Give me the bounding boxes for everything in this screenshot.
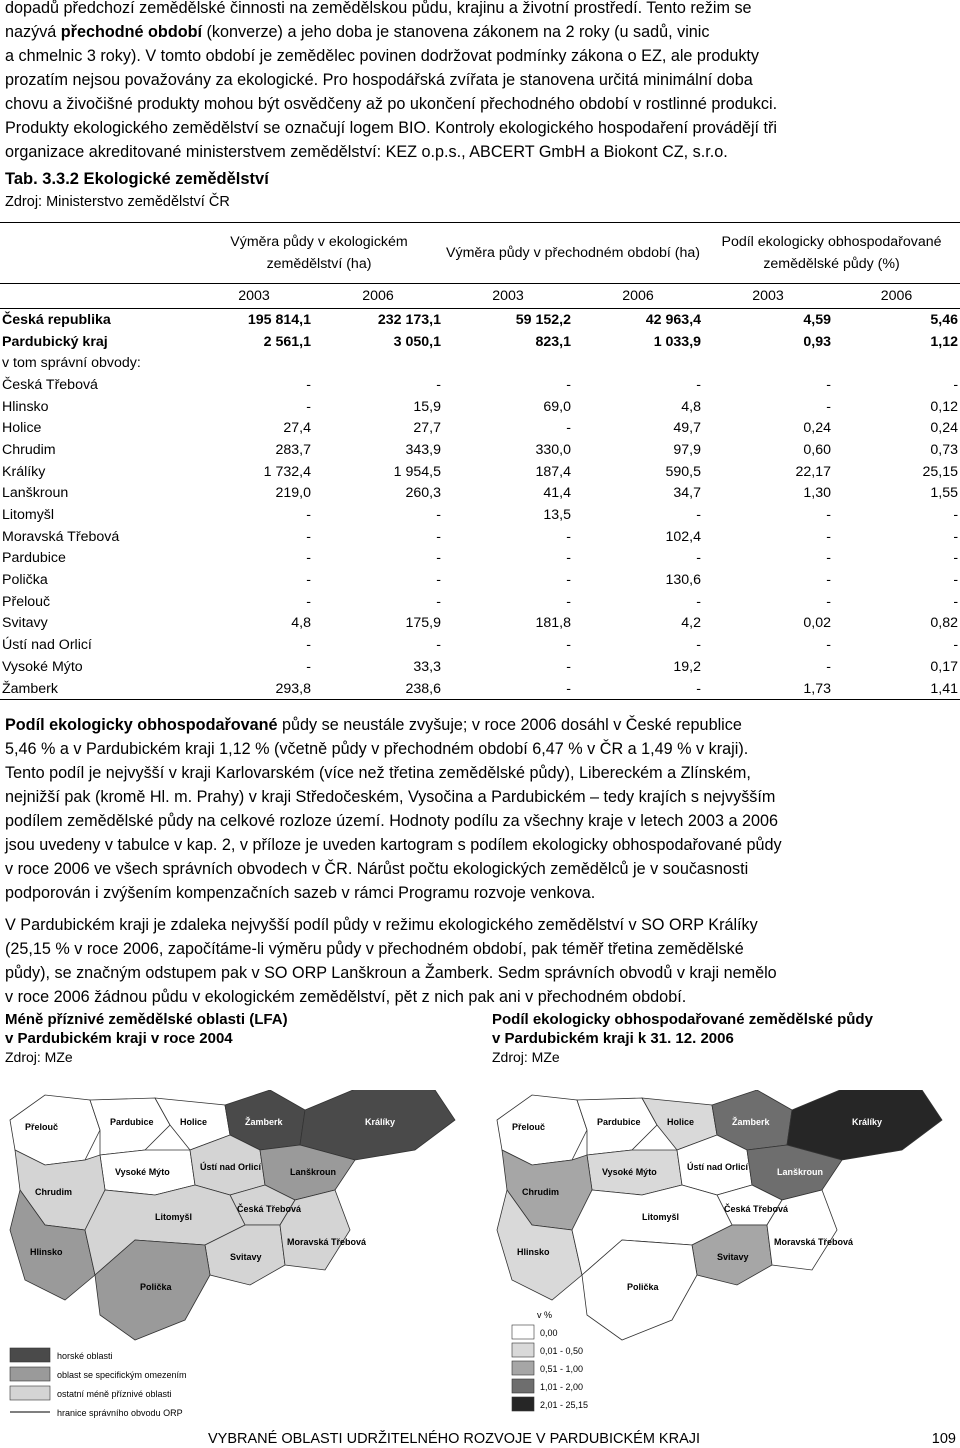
subheader-label: v tom správní obvody: [2, 355, 141, 372]
cell: - [696, 593, 702, 610]
cell: 22,17 [795, 463, 832, 480]
map-organic-title-2: v Pardubickém kraji k 31. 12. 2006 [492, 1030, 734, 1047]
row-label: Česká Třebová [2, 376, 98, 393]
cell: 25,15 [922, 463, 959, 480]
cell: - [826, 593, 832, 610]
header-year: 2006 [573, 284, 703, 309]
cell: - [306, 528, 311, 545]
table-source: Zdroj: Ministerstvo zemědělství ČR [5, 194, 230, 210]
header-year: 2003 [443, 284, 573, 309]
cell: - [953, 507, 959, 524]
p2-lead: Podíl ekologicky obhospodařované [5, 716, 278, 734]
map-label: Hlinsko [517, 1247, 550, 1257]
cell: 33,3 [413, 658, 442, 675]
cell: 4,2 [681, 615, 702, 632]
p2-line-4: nejnižší pak (kromě Hl. m. Prahy) v kraji Středočeském, Vysočina a Pardubickém – tedy krajích s nejvyšším [5, 788, 776, 806]
table-row [0, 331, 960, 353]
map-lfa-legend [10, 1348, 187, 1418]
cell: 34,7 [673, 485, 702, 502]
cell: 330,0 [535, 441, 572, 458]
row-label: Česká republika [2, 311, 111, 328]
p2-line-1: Podíl ekologicky obhospodařované půdy se neustále zvyšuje; v roce 2006 dosáhl v České republice [5, 716, 742, 734]
cell: - [436, 376, 442, 393]
cell: 0,24 [803, 420, 832, 437]
cell: 102,4 [665, 528, 702, 545]
cell: 1 954,5 [393, 463, 442, 480]
cell: 232 173,1 [377, 311, 442, 328]
cell: 97,9 [673, 441, 702, 458]
cell: - [306, 572, 311, 589]
cell: - [566, 637, 572, 654]
table-body [0, 309, 960, 700]
cell: - [826, 550, 832, 567]
map-label: Hlinsko [30, 1247, 63, 1257]
row-label: Pardubice [2, 550, 66, 567]
map-organic-source: Zdroj: MZe [492, 1049, 560, 1065]
cell: 0,60 [803, 441, 832, 458]
cell: 1 033,9 [653, 333, 702, 350]
p3-line-3: půdy), se značným odstupem pak v SO ORP Lanškroun a Žamberk. Sedm správních obvodů v kraji nemělo [5, 964, 777, 982]
map-label: Holice [667, 1117, 695, 1127]
map-label: Svitavy [717, 1252, 749, 1262]
map-label: Lanškroun [777, 1167, 824, 1177]
map-label: Ústí nad Orlicí [687, 1162, 749, 1172]
footer-title: VYBRANÉ OBLASTI UDRŽITELNÉHO ROZVOJE V PARDUBICKÉM KRAJI [208, 1431, 701, 1447]
table-row [0, 634, 960, 656]
table-title: Tab. 3.3.2 Ekologické zemědělství [5, 170, 269, 188]
cell: - [306, 507, 311, 524]
table-row [0, 613, 960, 635]
cell: - [436, 572, 442, 589]
cell: 1,73 [803, 680, 832, 697]
table-row [0, 678, 960, 700]
map-organic-title-1: Podíl ekologicky obhospodařované zemědělské půdy [492, 1011, 873, 1028]
legend-label: 1,01 - 2,00 [540, 1382, 584, 1392]
cell: - [436, 528, 442, 545]
map-organic-panel [492, 1010, 960, 1430]
cell: - [953, 550, 959, 567]
map-label: Holice [180, 1117, 208, 1127]
row-label: Hlinsko [2, 398, 49, 415]
map-label: Králíky [365, 1117, 396, 1127]
header-year: 2003 [195, 284, 313, 309]
legend-label: horské oblasti [57, 1351, 113, 1361]
map-label: Vysoké Mýto [602, 1167, 657, 1177]
header-organic-share: Podíl ekologicky obhospodařované zemědělské půdy (%) [721, 234, 942, 272]
cell: 0,82 [930, 615, 959, 632]
table-row [0, 526, 960, 548]
row-label: Žamberk [2, 680, 58, 697]
header-year: 2006 [833, 284, 960, 309]
row-label: Litomyšl [2, 507, 55, 524]
cell: 0,73 [930, 441, 959, 458]
cell: 0,12 [930, 398, 959, 415]
map-label: Králíky [852, 1117, 883, 1127]
p3-line-2: (25,15 % v roce 2006, započítáme-li výměru půdy v přechodném období, pak téměř třetina zemědělské [5, 940, 744, 958]
cell: 187,4 [535, 463, 572, 480]
cell: 175,9 [405, 615, 442, 632]
legend-label: hranice správního obvodu ORP [57, 1408, 183, 1418]
cell: 283,7 [275, 441, 311, 458]
cell: 13,5 [543, 507, 572, 524]
cell: - [566, 680, 572, 697]
row-label: Polička [2, 572, 48, 589]
cell: 0,02 [803, 615, 832, 632]
p2-line-3: Tento podíl je nejvyšší v kraji Karlovarském (více než třetina zemědělské půdy), Libereckém a Zlínském, [5, 764, 751, 782]
table-row [0, 548, 960, 570]
map-label: Vysoké Mýto [115, 1167, 170, 1177]
row-label: Chrudim [2, 441, 56, 458]
p2-line-5: podílem zemědělské půdy na celkové rozloze území. Hodnoty podílu za všechny kraje v letech 2003 a 2006 [5, 812, 778, 830]
row-label: Svitavy [2, 615, 48, 632]
cell: - [306, 637, 311, 654]
map-lfa [5, 1090, 475, 1430]
cell: 4,59 [803, 311, 832, 328]
cell: - [306, 376, 311, 393]
cell: - [436, 507, 442, 524]
header-organic-area: Výměra půdy v ekologickém zemědělství (ha) [230, 234, 408, 272]
cell: - [566, 376, 572, 393]
cell: 69,0 [543, 398, 572, 415]
table-subheader-row [0, 352, 960, 374]
p2-line-2: 5,46 % a v Pardubickém kraji 1,12 % (včetně půdy v přechodném období 6,47 % v ČR a 1,49 % v kraji). [5, 740, 749, 758]
cell: 293,8 [275, 680, 311, 697]
table-row [0, 439, 960, 461]
cell: 49,7 [673, 420, 702, 437]
cell: - [826, 658, 832, 675]
map-label: Lanškroun [290, 1167, 337, 1177]
p2-line-8: podporován i zvýšením kompenzačních sazeb v rámci Programu rozvoje venkova. [5, 884, 596, 902]
legend-label: 0,00 [540, 1328, 558, 1338]
legend-label: ostatní méně příznivé oblasti [57, 1389, 172, 1399]
cell: 1,41 [930, 680, 959, 697]
map-label: Moravská Třebová [774, 1237, 854, 1247]
p3-line-4: v roce 2006 žádnou půdu v ekologickém zemědělství, pět z nich pak ani v přechodném období. [5, 988, 687, 1006]
header-transition-area: Výměra půdy v přechodném období (ha) [446, 245, 700, 261]
legend-label: 0,51 - 1,00 [540, 1364, 584, 1374]
map-label: Žamberk [245, 1117, 283, 1127]
cell: - [826, 528, 832, 545]
map-label: Moravská Třebová [287, 1237, 367, 1247]
cell: 1,12 [930, 333, 959, 350]
cell: - [306, 398, 311, 415]
cell: - [696, 637, 702, 654]
row-label: Ústí nad Orlicí [2, 637, 92, 654]
p2-line-6: jsou uvedeny v tabulce v kap. 2, v příloze je uveden kartogram s podílem ekologicky obhospodařované půdy [5, 836, 782, 854]
map-label: Polička [627, 1282, 659, 1292]
map-label: Žamberk [732, 1117, 770, 1127]
header-empty [0, 223, 195, 284]
table-row [0, 396, 960, 418]
map-lfa-title-1: Méně příznivé zemědělské oblasti (LFA) [5, 1011, 288, 1028]
header-year-empty [0, 284, 195, 309]
map-label: Litomyšl [155, 1212, 193, 1222]
cell: - [826, 507, 832, 524]
cell: 27,4 [283, 420, 311, 437]
map-lfa-title-2: v Pardubickém kraji v roce 2004 [5, 1030, 233, 1047]
row-label: Přelouč [2, 593, 51, 610]
cell: 238,6 [405, 680, 442, 697]
cell: 3 050,1 [393, 333, 442, 350]
p3-line-1: V Pardubickém kraji je zdaleka nejvyšší podíl půdy v režimu ekologického zemědělství v SO ORP Králíky [5, 916, 758, 934]
intro-line-7: organizace akreditované ministerstvem zemědělství: KEZ o.p.s., ABCERT GmbH a Biokont CZ, s.r.o. [5, 143, 728, 161]
map-organic [492, 1090, 957, 1430]
map-label: Chrudim [522, 1187, 559, 1197]
cell: - [696, 507, 702, 524]
table-row [0, 591, 960, 613]
cell: 343,9 [405, 441, 442, 458]
cell: - [306, 658, 311, 675]
map-lfa-panel [5, 1010, 475, 1430]
cell: - [306, 593, 311, 610]
cell: - [436, 550, 442, 567]
cell: 0,93 [803, 333, 832, 350]
intro-line-1: dopadů předchozí zemědělské činnosti na zemědělskou půdu, krajinu a životní prostředí. Tento režim se [5, 0, 752, 17]
intro-line-2: nazývá přechodné období (konverze) a jeho doba je stanovena zákonem na 2 roky (u sadů, vinic [5, 23, 710, 41]
cell: 19,2 [673, 658, 702, 675]
table-row [0, 656, 960, 678]
organic-farming-table [0, 222, 960, 700]
row-label: Lanškroun [2, 485, 69, 502]
map-label: Česká Třebová [237, 1204, 302, 1214]
cell: - [826, 376, 832, 393]
cell: 1,30 [803, 485, 832, 502]
cell: - [953, 528, 959, 545]
cell: - [696, 550, 702, 567]
map-label: Ústí nad Orlicí [200, 1162, 262, 1172]
table-row [0, 417, 960, 439]
table-row [0, 569, 960, 591]
cell: 4,8 [681, 398, 702, 415]
map-label: Česká Třebová [724, 1204, 789, 1214]
cell: - [306, 550, 311, 567]
cell: 181,8 [535, 615, 572, 632]
cell: 590,5 [665, 463, 702, 480]
cell: 260,3 [405, 485, 442, 502]
cell: - [953, 376, 959, 393]
cell: - [953, 637, 959, 654]
cell: 1 732,4 [263, 463, 311, 480]
cell: 195 814,1 [247, 311, 311, 328]
map-lfa-source: Zdroj: MZe [5, 1049, 73, 1065]
legend-label: 0,01 - 0,50 [540, 1346, 584, 1356]
cell: 1,55 [930, 485, 959, 502]
cell: - [566, 528, 572, 545]
map-label: Přelouč [25, 1122, 59, 1132]
cell: - [826, 572, 832, 589]
cell: 59 152,2 [515, 311, 572, 328]
map-label: Litomyšl [642, 1212, 680, 1222]
cell: - [436, 593, 442, 610]
cell: 0,17 [930, 658, 959, 675]
table-row [0, 504, 960, 526]
table-row [0, 483, 960, 505]
cell: 130,6 [665, 572, 702, 589]
row-label: Pardubický kraj [2, 333, 108, 350]
row-label: Králíky [2, 463, 46, 480]
header-year: 2003 [703, 284, 833, 309]
map-organic-legend [512, 1310, 588, 1411]
table-row [0, 309, 960, 331]
cell: - [566, 572, 572, 589]
row-label: Moravská Třebová [2, 528, 120, 545]
map-label: Pardubice [597, 1117, 641, 1127]
p2-line-7: v roce 2006 ve všech správních obvodech v ČR. Nárůst počtu ekologických zemědělců je v současnosti [5, 860, 749, 878]
intro-line-3: a chmelnic 3 roky). V tomto období je zemědělec povinen dodržovat podmínky zákona o EZ, ale produkty [5, 47, 760, 65]
table-row [0, 461, 960, 483]
cell: 0,24 [930, 420, 959, 437]
map-label: Polička [140, 1282, 172, 1292]
cell: - [826, 398, 832, 415]
intro-line-4: prozatím nejsou považovány za ekologické. Pro hospodářská zvířata je stanovena určitá minimální doba [5, 71, 753, 89]
cell: 15,9 [413, 398, 442, 415]
cell: 4,8 [291, 615, 311, 632]
row-label: Holice [2, 420, 42, 437]
legend-label: 2,01 - 25,15 [540, 1400, 589, 1410]
cell: 27,7 [413, 420, 442, 437]
cell: 42 963,4 [645, 311, 702, 328]
page-number: 109 [931, 1431, 956, 1447]
map-label: Přelouč [512, 1122, 546, 1132]
cell: - [953, 572, 959, 589]
map-label: Pardubice [110, 1117, 154, 1127]
cell: 219,0 [275, 485, 311, 502]
cell: - [566, 550, 572, 567]
cell: - [953, 593, 959, 610]
intro-line-5: chovu a živočišné produkty mohou být osvědčeny až po ukončení přechodného období v rostlinné produkci. [5, 95, 778, 113]
cell: 823,1 [535, 333, 572, 350]
cell: 2 561,1 [263, 333, 311, 350]
map-label: Svitavy [230, 1252, 262, 1262]
cell: - [696, 680, 702, 697]
row-label: Vysoké Mýto [2, 658, 83, 675]
map-label: Chrudim [35, 1187, 72, 1197]
term-prechodne-obdobi: přechodné období [60, 23, 202, 41]
cell: 5,46 [930, 311, 959, 328]
cell: - [566, 658, 572, 675]
intro-line-6: Produkty ekologického zemědělství se označují logem BIO. Kontroly ekologického hospodaření provádějí tři [5, 119, 778, 137]
table-row [0, 374, 960, 396]
cell: 41,4 [543, 485, 572, 502]
cell: - [826, 637, 832, 654]
cell: - [566, 593, 572, 610]
header-year: 2006 [313, 284, 443, 309]
legend-title: v % [537, 1310, 553, 1320]
cell: - [436, 637, 442, 654]
cell: - [696, 376, 702, 393]
legend-label: oblast se specifickým omezením [57, 1370, 187, 1380]
cell: - [566, 420, 572, 437]
